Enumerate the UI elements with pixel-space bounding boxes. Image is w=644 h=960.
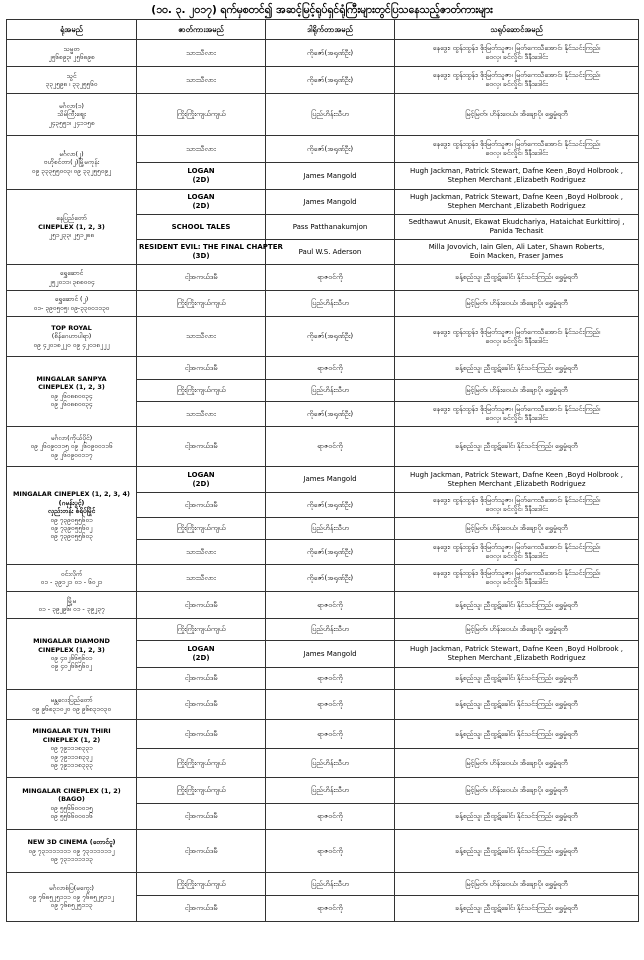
cinema-phone: ၀၉ ၉၆၈၃၁၀၂၀ ၀၉ ၉၆၈၃၁၀၃၀ — [32, 704, 111, 713]
director-cell: ရာဇဝင်ကို — [266, 804, 395, 830]
header-cast: သရုပ်ဆောင်အမည် — [395, 20, 639, 40]
film-cell: RESIDENT EVIL: THE FINAL CHAPTER (3D) — [137, 240, 266, 265]
cast-cell: မြင့်မြတ်၊ ဟိန်းဝေယံ၊ အိချောပို၊ ရွှေမှုံရတီ — [395, 380, 639, 402]
cast-cell: မြင့်မြတ်၊ ဟိန်းဝေယံ၊ အိချောပို၊ ရွှေမှုံရတီ — [395, 94, 639, 136]
cinema-phone: ၀၉ ၄၂၀၁၈၂၂၀ ၀၉ ၄၂၀၁၈၂၂၂ — [33, 340, 110, 349]
film-cell: ကြိုးကြိုးကျယ်ကျယ် — [137, 749, 266, 778]
cast-cell: ခန့်စည်သူ၊ ညီထွဋ်ခေါင်၊ နိုင်သင်းကြည်၊ ရွှေမှုံရတီ — [395, 668, 639, 690]
director-cell: ပြည်ဟိန်းသီဟ — [266, 291, 395, 317]
cinema-phone: ၀၉ ၄၀၂၆၆၅၆၀၁ — [50, 654, 93, 662]
header-film: ဇာတ်ကားအမည် — [137, 20, 266, 40]
table-row — [7, 94, 639, 136]
cinema-cell — [7, 265, 137, 291]
cinema-cell: MINGALAR SANPYA CINEPLEX (1, 2, 3) ၀၉ ၂၆၀၈၈၀၀၃၄ ၀၉ ၂၆၀၈၈၀၀၃၄ — [7, 357, 137, 427]
director-cell: ပြည်ဟိန်းသီဟ — [266, 619, 395, 641]
table-row — [7, 40, 639, 67]
cinema-cell: MINGALAR CINEPLEX (1, 2, 3, 4) (ဂမုန်းပွင့်) လှည်းတန်း စံရိပ်မြိုင် ၀၉ ၇၃၉၀၅၅၆၀၁ ၀၉ ၇၃၉၀၅၅၆၀၂ ၀၉ ၇၃၉၀၅၅၆၀၃ — [7, 467, 137, 565]
director-cell: ရာဇဝင်ကို — [266, 830, 395, 873]
cast-cell: ခန့်စည်သူ၊ ညီထွဋ်ခေါင်၊ နိုင်သင်းကြည်၊ ရွှေမှုံရတီ — [395, 896, 639, 922]
film-cell: LOGAN (2D) — [137, 467, 266, 493]
table-row — [7, 565, 639, 592]
director-cell: ပြည်ဟိန်းသီဟ — [266, 380, 395, 402]
director-cell: ပြည်ဟိန်းသီဟ — [266, 94, 395, 136]
cinema-name: MINGALAR DIAMOND — [33, 637, 110, 646]
cinema-name: ရွှေဆောင် — [59, 269, 84, 278]
cinema-cell — [7, 67, 137, 94]
film-cell: သားသီလား — [137, 136, 266, 163]
director-cell: ကိုဇော်(အရုဏ်ဦး) — [266, 540, 395, 565]
cinema-name: သမ္မတ — [63, 44, 80, 53]
film-cell: သားသီလား — [137, 67, 266, 94]
director-cell: ရာဇဝင်ကို — [266, 896, 395, 922]
director-cell: ကိုဇော်(အရုဏ်ဦး) — [266, 67, 395, 94]
cast-cell: နေဒွေး၊ ထွန်းထွန်း၊ စိုးမြတ်သူဇာ၊ မြတ်ကေသီအောင်၊ နိုင်သင်းကြည်၊ ဝေလှ၊ ခင်လှိုင်၊ ဒီနီးဒေါင်း — [395, 493, 639, 518]
director-cell: ကိုဇော်(အရုဏ်ဦး) — [266, 317, 395, 357]
table-row — [7, 357, 639, 380]
cinema-cell: မင်္ဂလာစံပြ(မကွေး) ၀၉ ၇၆၈၅၂၅၁၁၁ ၀၉ ၇၆၈၅၂၅၁၁၂ ၀၉ ၇၆၈၅၂၅၁၁၃ — [7, 873, 137, 922]
film-cell: ငါ့အကယ်ဒမီ — [137, 427, 266, 467]
director-cell: ကိုဇော်(အရုဏ်ဦး) — [266, 565, 395, 592]
cinema-phone: ၀၉ ၂၆၀၉၀၁၁၅ ၀၉ ၂၆၀၉၀၀၁၁၆ — [30, 442, 113, 451]
director-cell: Paul W.S. Aderson — [266, 240, 395, 265]
film-cell: LOGAN (2D) — [137, 163, 266, 190]
cinema-phone: ၀၉ ၇၃၉၀၅၅၆၀၁ — [50, 515, 93, 524]
header-row — [7, 20, 639, 40]
director-cell: James Mangold — [266, 467, 395, 493]
director-cell: ရာဇဝင်ကို — [266, 720, 395, 749]
cinema-phone: ၃၃၂၅၉၈ ၊ ၃၃၂၅၅၆၀ — [45, 80, 98, 88]
cinema-cell — [7, 690, 137, 720]
director-cell: ရာဇဝင်ကို — [266, 357, 395, 380]
cinema-name: မင်္ဂလာ(ကိုယ်ပိုင်) — [50, 433, 93, 442]
cast-cell: မြင့်မြတ်၊ ဟိန်းဝေယံ၊ အိချောပို၊ ရွှေမှုံရတီ — [395, 518, 639, 540]
cinema-cell — [7, 565, 137, 592]
cast-cell: နေဒွေး၊ ထွန်းထွန်း၊ စိုးမြတ်သူဇာ၊ မြတ်ကေသီအောင်၊ နိုင်သင်းကြည်၊ ဝေလှ၊ ခင်လှိုင်၊ ဒီနီးဒေါင်း — [395, 565, 639, 592]
table-row — [7, 619, 639, 641]
cast-cell: မြင့်မြတ်၊ ဟိန်းဝေယံ၊ အိချောပို၊ ရွှေမှုံရတီ — [395, 619, 639, 641]
cast-cell: ခန့်စည်သူ၊ ညီထွဋ်ခေါင်၊ နိုင်သင်းကြည်၊ ရွှေမှုံရတီ — [395, 427, 639, 467]
table-row — [7, 317, 639, 357]
cinema-phone: ၀၉ ၅၅၆၆၀၀၀၁၅ — [50, 803, 93, 812]
film-cell: ငါ့အကယ်ဒမီ — [137, 668, 266, 690]
cast-cell: Milla Jovovich, Iain Glen, Ali Later, Shawn Roberts, Eoin Macken, Fraser James — [395, 240, 639, 265]
film-cell: ကြိုးကြိုးကျယ်ကျယ် — [137, 518, 266, 540]
cinema-cell — [7, 291, 137, 317]
cinema-phone: ၀၉ ၃၃၃၅၅၀၀၃၊ ၀၉ ၃၃၂၅၅၀၉၂ — [31, 166, 112, 175]
film-cell: သားသီလား — [137, 540, 266, 565]
table-row — [7, 136, 639, 163]
cinema-cell: မင်္ဂလာ(ကိုယ်ပိုင်) ၀၉ ၂၆၀၉၀၁၁၅ ၀၉ ၂၆၀၉၀၀၁၁၆ ၀၉ ၂၆၀၉၀၀၁၁၇ — [7, 427, 137, 467]
cinema-cell: MINGALAR TUN THIRI CINEPLEX (1, 2) ၀၉ ၇၉၁၁၁၈၃၃၁ ၀၉ ၇၉၁၁၁၈၃၃၂ ၀၉ ၇၉၁၁၁၈၃၃၃ — [7, 720, 137, 778]
cinema-name: MINGALAR CINEPLEX (1, 2, 3, 4) — [12, 490, 131, 499]
cinema-cell: မင်္ဂလာ(၂) ဗဟိုစင်တာ(၂)မြို့မကုန်း ၀၉ ၃၃၃၅၅၀၀၃၊ ၀၉ ၃၃၂၅၅၀၉၂ — [7, 136, 137, 190]
director-cell: ရာဇဝင်ကို — [266, 668, 395, 690]
cast-cell: နေဒွေး၊ ထွန်းထွန်း၊ စိုးမြတ်သူဇာ၊ မြတ်ကေသီအောင်၊ နိုင်သင်းကြည်၊ ဝေလှ၊ ခင်လှိုင်၊ ဒီနီးဒေါင်း — [395, 136, 639, 163]
cinema-phone: ၂၅၂၀၁၁၊ ၃၈၈၀၀၄ — [48, 277, 95, 286]
cast-cell: Hugh Jackman, Patrick Stewart, Dafne Keen ,Boyd Holbrook , Stephen Merchant ,Elizabeth Rodriguez — [395, 163, 639, 190]
director-cell: ပြည်ဟိန်းသီဟ — [266, 873, 395, 896]
director-cell: ရာဇဝင်ကို — [266, 427, 395, 467]
film-cell: ငါ့အကယ်ဒမီ — [137, 357, 266, 380]
cinema-name: မင်္ဂလာ(၂) — [59, 149, 84, 158]
cinema-phone: ၀၁ - ၃၉၁၂၁ ၀၁ - ၆၀၂၁ — [40, 578, 103, 586]
cinema-name: မင်္ဂလာ(၁) — [59, 101, 84, 110]
cast-cell: နေဒွေး၊ ထွန်းထွန်း၊ စိုးမြတ်သူဇာ၊ မြတ်ကေသီအောင်၊ နိုင်သင်းကြည်၊ ဝေလှ၊ ခင်လှိုင်၊ ဒီနီးဒေါင်း — [395, 40, 639, 67]
cast-cell: မြင့်မြတ်၊ ဟိန်းဝေယံ၊ အိချောပို၊ ရွှေမှုံရတီ — [395, 778, 639, 804]
cast-cell: Hugh Jackman, Patrick Stewart, Dafne Keen ,Boyd Holbrook , Stephen Merchant ,Elizabeth Rodriguez — [395, 190, 639, 215]
cinema-name: မင်္ဂလာစံပြ(မကွေး) — [49, 884, 94, 893]
table-row — [7, 592, 639, 619]
table-row — [7, 690, 639, 720]
cast-cell: မြင့်မြတ်၊ ဟိန်းဝေယံ၊ အိချောပို၊ ရွှေမှုံရတီ — [395, 749, 639, 778]
director-cell: James Mangold — [266, 163, 395, 190]
cinema-name: မန္တလေးပြည်တော် — [50, 696, 93, 705]
film-cell: ကြိုးကြိုးကျယ်ကျယ် — [137, 778, 266, 804]
cinema-name: ရွှေဆောင် (၂) — [54, 295, 89, 304]
cast-cell: ခန့်စည်သူ၊ ညီထွဋ်ခေါင်၊ နိုင်သင်းကြည်၊ ရွှေမှုံရတီ — [395, 690, 639, 720]
cinema-phone: ၀၉ ၂၆၀၈၈၀၀၃၄ — [50, 391, 93, 400]
director-cell: ကိုဇော်(အရုဏ်ဦး) — [266, 402, 395, 427]
director-cell: ကိုဇော်(အရုဏ်ဦး) — [266, 40, 395, 67]
cinema-name: သွင် — [66, 71, 77, 80]
film-cell: သားသီလား — [137, 317, 266, 357]
director-cell: Pass Patthanakumjon — [266, 215, 395, 240]
cinema-name: MINGALAR SANPYA — [36, 374, 107, 383]
table-row — [7, 265, 639, 291]
film-cell: LOGAN (2D) — [137, 641, 266, 668]
header-cinema: ရုံအမည် — [7, 20, 137, 40]
cinema-cell: NEW 3D CINEMA (တောင်ငူ) ၀၉ ၇၃၁၁၁၁၁၁၁ ၀၉ ၇၃၁၁၁၁၁၁၂ ၀၉ ၇၃၁၁၁၁၁၁၃ — [7, 830, 137, 873]
cinema-name: MINGALAR TUN THIRI — [32, 727, 111, 736]
director-cell: ရာဇဝင်ကို — [266, 690, 395, 720]
cast-cell: နေဒွေး၊ ထွန်းထွန်း၊ စိုးမြတ်သူဇာ၊ မြတ်ကေသီအောင်၊ နိုင်သင်းကြည်၊ ဝေလှ၊ ခင်လှိုင်၊ ဒီနီးဒေါင်း — [395, 67, 639, 94]
cinema-phone: ၂၄၃၅၅၁၊ ၂၄၁၁၅၈ — [48, 118, 95, 127]
table-row — [7, 427, 639, 467]
film-cell: ငါ့အကယ်ဒမီ — [137, 592, 266, 619]
table-row — [7, 467, 639, 493]
table-row — [7, 720, 639, 749]
film-cell: ငါ့အကယ်ဒမီ — [137, 804, 266, 830]
director-cell: ကိုဇော်(အရုဏ်ဦး) — [266, 493, 395, 518]
director-cell: James Mangold — [266, 641, 395, 668]
cinema-phone: ၂၅၆၈၉၃၊ ၂၅၆၈၉၈ — [48, 53, 95, 61]
cinema-name: TOP ROYAL — [51, 323, 92, 332]
cinema-name: NEW 3D CINEMA (တောင်ငူ) — [27, 838, 116, 847]
header-director: ဒါရိုက်တာအမည် — [266, 20, 395, 40]
cinema-name: ဝင်းလိုက် — [60, 569, 83, 578]
table-row — [7, 190, 639, 215]
schedule-table — [6, 19, 639, 922]
director-cell: ကိုဇော်(အရုဏ်ဦး) — [266, 136, 395, 163]
director-cell: ရာဇဝင်ကို — [266, 265, 395, 291]
cinema-name: နေပြည်တော် — [56, 214, 87, 223]
cinema-cell — [7, 40, 137, 67]
cast-cell: Hugh Jackman, Patrick Stewart, Dafne Keen ,Boyd Holbrook , Stephen Merchant ,Elizabeth Rodriguez — [395, 467, 639, 493]
film-cell: ကြိုးကြိုးကျယ်ကျယ် — [137, 873, 266, 896]
film-cell: သားသီလား — [137, 40, 266, 67]
director-cell: James Mangold — [266, 190, 395, 215]
cinema-cell: MINGALAR DIAMOND CINEPLEX (1, 2, 3) ၀၉ ၄၀၂၆၆၅၆၀၁ ၀၉ ၄၀၂၆၆၅၆၀၂ — [7, 619, 137, 690]
film-cell: ငါ့အကယ်ဒမီ — [137, 493, 266, 518]
cinema-phone: ၂၅၁၂၃၃၊ ၂၅၁၂၈၈ — [48, 231, 95, 240]
director-cell: ပြည်ဟိန်းသီဟ — [266, 518, 395, 540]
cinema-phone: ၀၉ ၇၉၁၁၁၈၃၃၁ — [50, 744, 93, 753]
cast-cell: ခန့်စည်သူ၊ ညီထွဋ်ခေါင်၊ နိုင်သင်းကြည်၊ ရွှေမှုံရတီ — [395, 592, 639, 619]
cast-cell: ခန့်စည်သူ၊ ညီထွဋ်ခေါင်၊ နိုင်သင်းကြည်၊ ရွှေမှုံရတီ — [395, 357, 639, 380]
cast-cell: ခန့်စည်သူ၊ ညီထွဋ်ခေါင်၊ နိုင်သင်းကြည်၊ ရွှေမှုံရတီ — [395, 804, 639, 830]
table-row — [7, 778, 639, 804]
cinema-name: MINGALAR CINEPLEX (1, 2) — [22, 786, 121, 795]
cast-cell: နေဒွေး၊ ထွန်းထွန်း၊ စိုးမြတ်သူဇာ၊ မြတ်ကေသီအောင်၊ နိုင်သင်းကြည်၊ ဝေလှ၊ ခင်လှိုင်၊ ဒီနီးဒေါင်း — [395, 317, 639, 357]
cast-cell: မြင့်မြတ်၊ ဟိန်းဝေယံ၊ အိချောပို၊ ရွှေမှုံရတီ — [395, 291, 639, 317]
film-cell: သားသီလား — [137, 402, 266, 427]
table-row — [7, 830, 639, 873]
cinema-cell: နေပြည်တော် CINEPLEX (1, 2, 3) ၂၅၁၂၃၃၊ ၂၅၁၂၈၈ — [7, 190, 137, 265]
film-cell: ငါ့အကယ်ဒမီ — [137, 896, 266, 922]
film-cell: SCHOOL TALES — [137, 215, 266, 240]
cast-cell: ခန့်စည်သူ၊ ညီထွဋ်ခေါင်၊ နိုင်သင်းကြည်၊ ရွှေမှုံရတီ — [395, 720, 639, 749]
film-cell: ငါ့အကယ်ဒမီ — [137, 690, 266, 720]
cast-cell: Sedthawut Anusit, Ekawat Ekudchariya, Hataichat Eurkittiroj , Panida Techasit — [395, 215, 639, 240]
cast-cell: ခန့်စည်သူ၊ ညီထွဋ်ခေါင်၊ နိုင်သင်းကြည်၊ ရွှေမှုံရတီ — [395, 265, 639, 291]
table-row — [7, 67, 639, 94]
cinema-phone: ၀၁- ၃၉၀၅၀၅၊ ၀၉-၃၃၀၀၁၁၃၀ — [33, 303, 110, 312]
cinema-phone: ၀၉ ၇၃၁၁၁၁၁၁၁ ၀၉ ၇၃၁၁၁၁၁၁၂ — [28, 846, 115, 855]
film-cell: LOGAN (2D) — [137, 190, 266, 215]
cinema-cell: MINGALAR CINEPLEX (1, 2) (BAGO) ၀၉ ၅၅၆၆၀၀၀၁၅ ၀၉ ၅၅၆၆၀၀၀၁၆ — [7, 778, 137, 830]
film-cell: ကြိုးကြိုးကျယ်ကျယ် — [137, 380, 266, 402]
cast-cell: နေဒွေး၊ ထွန်းထွန်း၊ စိုးမြတ်သူဇာ၊ မြတ်ကေသီအောင်၊ နိုင်သင်းကြည်၊ ဝေလှ၊ ခင်လှိုင်၊ ဒီနီးဒေါင်း — [395, 402, 639, 427]
cinema-name: မြို့မ — [66, 596, 77, 605]
table-row — [7, 873, 639, 896]
film-cell: သားသီလား — [137, 565, 266, 592]
director-cell: ပြည်ဟိန်းသီဟ — [266, 749, 395, 778]
cinema-cell: မင်္ဂလာ(၁) သိမ်ကြီးဈေး ၂၄၃၅၅၁၊ ၂၄၁၁၅၈ — [7, 94, 137, 136]
film-cell: ကြိုးကြိုးကျယ်ကျယ် — [137, 94, 266, 136]
cast-cell: ခန့်စည်သူ၊ ညီထွဋ်ခေါင်၊ နိုင်သင်းကြည်၊ ရွှေမှုံရတီ — [395, 830, 639, 873]
director-cell: ပြည်ဟိန်းသီဟ — [266, 778, 395, 804]
cast-cell: နေဒွေး၊ ထွန်းထွန်း၊ စိုးမြတ်သူဇာ၊ မြတ်ကေသီအောင်၊ နိုင်သင်းကြည်၊ ဝေလှ၊ ခင်လှိုင်၊ ဒီနီးဒေါင်း — [395, 540, 639, 565]
director-cell: ရာဇဝင်ကို — [266, 592, 395, 619]
cinema-cell: TOP ROYAL (စိန်ဂေဟာပါရာ) ၀၉ ၄၂၀၁၈၂၂၀ ၀၉ ၄၂၀၁၈၂၂၂ — [7, 317, 137, 357]
cinema-cell — [7, 592, 137, 619]
table-row — [7, 291, 639, 317]
cinema-phone: ၀၉ ၇၆၈၅၂၅၁၁၁ ၀၉ ၇၆၈၅၂၅၁၁၂ — [28, 892, 115, 901]
film-cell: ငါ့အကယ်ဒမီ — [137, 720, 266, 749]
film-cell: ကြိုးကြိုးကျယ်ကျယ် — [137, 291, 266, 317]
cast-cell: မြင့်မြတ်၊ ဟိန်းဝေယံ၊ အိချောပို၊ ရွှေမှုံရတီ — [395, 873, 639, 896]
page-title: (၁၀. ၃. ၂၀၁၇) ရက်မှစတင်၍ အဆင့်မြင့်ရုပ်ရှင်ရုံကြီးများတွင်ပြသနေသည့်ဇာတ်ကားများ — [151, 4, 493, 16]
film-cell: ငါ့အကယ်ဒမီ — [137, 265, 266, 291]
cinema-phone: ၀၁ - ၃၉၂၉၆၊ ၀၁ - ၃၉၂၃၇ — [38, 605, 105, 613]
film-cell: ကြိုးကြိုးကျယ်ကျယ် — [137, 619, 266, 641]
film-cell: ငါ့အကယ်ဒမီ — [137, 830, 266, 873]
cast-cell: Hugh Jackman, Patrick Stewart, Dafne Keen ,Boyd Holbrook , Stephen Merchant ,Elizabeth Rodriguez — [395, 641, 639, 668]
